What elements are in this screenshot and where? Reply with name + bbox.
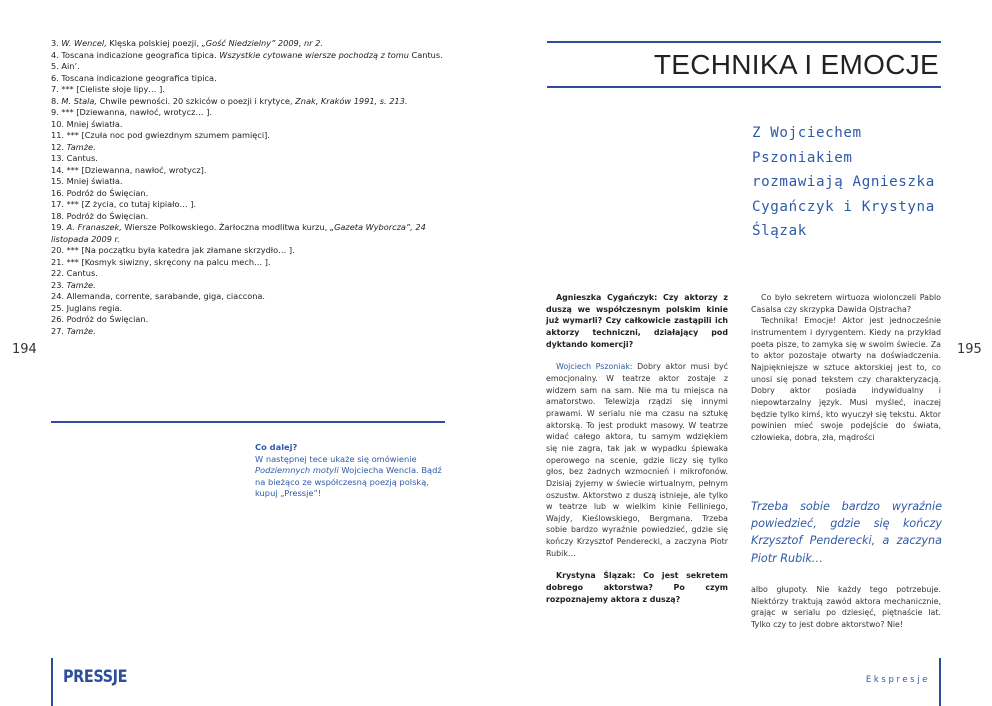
footnote-item — [51, 199, 446, 211]
footnote-part: 18. Podróż do Święcian. — [51, 210, 149, 221]
footnote-item — [51, 303, 446, 315]
co-dalej-book-title: Podziemnych motyli — [255, 465, 339, 476]
footnote-part: 17. *** [Z życia, co tutaj kipiało… ]. — [51, 199, 197, 209]
footnote-part: 10. Mniej światła. — [51, 118, 123, 129]
footnote-item — [51, 61, 446, 73]
footnote-part: Klęska polskiej poezji, — [106, 38, 202, 48]
footnote-part: 5. Ain’. — [51, 61, 80, 71]
footnote-item — [51, 38, 446, 50]
answer-2-p1: Co było sekretem wirtuoza wiolonczeli Pablo Casalsa czy skrzypka Dawida Ojstracha? — [751, 293, 941, 314]
footnote-part: 14. *** [Dziewanna, nawłoć, wrotycz]. — [51, 164, 207, 175]
article-title: TECHNIKA I EMOCJE — [653, 49, 939, 80]
footnote-item — [51, 176, 446, 188]
page-number-right: 195 — [957, 342, 982, 357]
footnotes-list — [51, 38, 446, 337]
footnote-part: 9. *** [Dziewanna, nawłoć, wrotycz… ]. — [51, 107, 212, 117]
footnote-item — [51, 142, 446, 154]
answer-2-p2: Technika! Emocje! Aktor jest jednocześnie instrumentem i dyrygentem. Kiedy na przykład poeta pisze, to zamyka się w swoim świecie. Za to aktor pozostaje otwarty na doświadczenia. Najpiękniejsze w sztuce aktorskiej jest to, co unosi się ponad tekstem czy charakteryzacją. Dobry aktor posiada indywidualny i niepowtarzalny język. Musi myśleć, inaczej będzie tylko kimś, kto wyuczył się tekstu. Aktor powinien mieć swoje podejście do świata, człowieka, dobra, zła, mądrości — [751, 316, 941, 442]
footnote-item — [51, 130, 446, 142]
answer-1-text: Dobry aktor musi być emocjonalny. W teatrze aktor zostaje z widzem sam na sam. Nie ma tu miejsca na amatorstwo. Telewizja rządzi się innymi prawami. W serialu nie ma czasu na sztukę aktorską. To jest produkt masowy. W teatrze widać całego aktora, tu samym wdziękiem się nie zagra, tak jak w wypadku śpiewaka operowego na scenie, gdzie liczy się tylko głos, bez żadnych wzmocnień i mikrofonów. Dzisiaj żyjemy w świecie wirtualnym, pełnym oszustw. Aktorstwo z duszą istnieje, ale tylko w teatrze lub w wielkim kinie Felliniego, Wajdy, Kieślowskiego, Bergmana. Trzeba sobie bardzo wyraźnie powiedzieć, gdzie się kończy Krzysztof Penderecki, a zaczyna Piotr Rubik… — [546, 362, 728, 558]
pull-quote: Trzeba sobie bardzo wyraźnie powiedzieć, gdzie się kończy Krzysztof Penderecki, a zaczyna Piotr Rubik… — [751, 500, 942, 565]
footnote-part: 21. *** [Kosmyk siwizny, skręcony na palcu mech… ]. — [51, 256, 271, 267]
footnote-part: Cantus. — [408, 49, 443, 60]
footnote-part: 15. Mniej światła. — [51, 176, 123, 186]
answer-2-p3: albo głupoty. Nie każdy tego potrzebuje. Niektórzy traktują zawód aktora mechanicznie, grając w serialu po dziesięć, piętnaście lat. Tylko czy to jest dobre aktorstwo? Nie! — [751, 585, 941, 629]
footnote-part: „Gość Niedzielny” 2009, nr 2. — [201, 38, 323, 48]
footnote-part: M. Stala, — [61, 95, 98, 106]
footnote-part: Tamże. — [66, 325, 96, 336]
footnote-item — [51, 314, 446, 326]
title-top-rule — [547, 41, 941, 43]
footnote-part: Tamże. — [66, 279, 96, 290]
footnote-part: 25. Juglans regia. — [51, 302, 123, 313]
section-label: Ekspresje — [865, 675, 930, 685]
question-2-text: Co jest sekretem dobrego aktorstwa? Po czym rozpoznajemy aktora z duszą? — [546, 571, 728, 604]
footnote-item — [51, 119, 446, 131]
article-column-right — [751, 292, 941, 444]
footnote-part: 12. — [51, 141, 67, 152]
footnote-item — [51, 153, 446, 165]
footnote-item — [51, 222, 446, 245]
question-1-text: Czy aktorzy z duszą we współczesnym polskim kinie już wymarli? Czy całkowicie zastąpili ich aktorzy techniczni, działający pod dyktando komercji? — [546, 293, 728, 349]
footnote-item — [51, 280, 446, 292]
co-dalej-text — [255, 454, 450, 500]
footnote-item — [51, 50, 446, 62]
footnote-part: 20. *** [Na początku była katedra jak złamane skrzydło… ]. — [51, 245, 295, 255]
footnote-item — [51, 268, 446, 280]
footnote-part: 16. Podróż do Święcian. — [51, 187, 149, 198]
co-dalej-box — [255, 442, 450, 500]
footnote-part: Tamże. — [66, 141, 96, 152]
footnote-part: 4. Toscana indicazione geografica tipica. — [51, 49, 220, 60]
footnote-part: 24. Allemanda, corrente, sarabande, giga, ciaccona. — [51, 291, 266, 301]
footnote-item — [51, 188, 446, 200]
footnote-item — [51, 257, 446, 269]
speaker-ks: Krystyna Ślązak: — [556, 571, 636, 581]
footnote-item — [51, 291, 446, 303]
article-column-left — [546, 292, 728, 605]
footnote-part: 11. *** [Czuła noc pod gwiezdnym szumem pamięci]. — [51, 130, 270, 140]
footnote-item — [51, 73, 446, 85]
answer-1 — [546, 361, 728, 559]
footnote-part: W. Wencel, — [61, 38, 107, 48]
footnote-item — [51, 326, 446, 338]
footnote-part: 3. — [51, 38, 62, 48]
footnote-part: 22. Cantus. — [51, 268, 98, 278]
pressje-logo: PRESSJE — [63, 667, 128, 687]
footnote-part: Wszystkie cytowane wiersze pochodzą z tomu — [219, 49, 409, 60]
footnote-part: 6. Toscana indicazione geografica tipica. — [51, 72, 217, 83]
co-dalej-text-1: W następnej tece ukaże się omówienie — [255, 453, 417, 464]
footnote-item — [51, 165, 446, 177]
article-column-right-continued — [751, 584, 941, 631]
footnote-part: 26. Podróż do Święcian. — [51, 314, 149, 324]
footnote-part: „Gazeta Wyborcza”, 24 listopada 2009 r. — [51, 222, 426, 244]
page-number-left: 194 — [12, 342, 37, 357]
footnote-part: Chwile pewności. 20 szkiców o poezji i krytyce, — [97, 95, 296, 106]
footnote-part: 19. — [51, 222, 67, 232]
co-dalej-text-2: Wojciecha Wencla. Bądź na bieżąco ze współczesną poezją polską, kupuj „Pressje”! — [255, 465, 442, 499]
footnote-part: 8. — [51, 95, 62, 106]
footnote-item — [51, 96, 446, 108]
footnote-part: Wiersze Polkowskiego. Żarłoczna modlitwa kurzu, — [121, 222, 330, 232]
question-2 — [546, 570, 728, 605]
footnote-part: A. Franaszek, — [66, 222, 122, 232]
footnote-item — [51, 245, 446, 257]
footnote-part: 23. — [51, 279, 67, 290]
right-footer-bar — [939, 658, 941, 706]
title-bottom-rule — [547, 86, 941, 88]
co-dalej-title: Co dalej? — [255, 442, 298, 452]
left-footer-bar — [51, 658, 53, 706]
footnote-part: 27. — [51, 325, 67, 336]
footnote-item — [51, 211, 446, 223]
speaker-ac: Agnieszka Cygańczyk: — [556, 293, 658, 302]
question-1 — [546, 292, 728, 350]
footnote-part: Znak, Kraków 1991, s. 213. — [295, 95, 408, 106]
footnote-part: 13. Cantus. — [51, 153, 98, 163]
left-divider-rule — [51, 421, 445, 423]
article-subtitle: Z Wojciechem Pszoniakiem rozmawiają Agnieszka Cygańczyk i Krystyna Ślązak — [752, 125, 935, 239]
footnote-part: 7. *** [Cieliste słoje lipy… ]. — [51, 84, 165, 94]
speaker-wp: Wojciech Pszoniak: — [556, 362, 633, 372]
footnote-item — [51, 107, 446, 119]
footnote-item — [51, 84, 446, 96]
